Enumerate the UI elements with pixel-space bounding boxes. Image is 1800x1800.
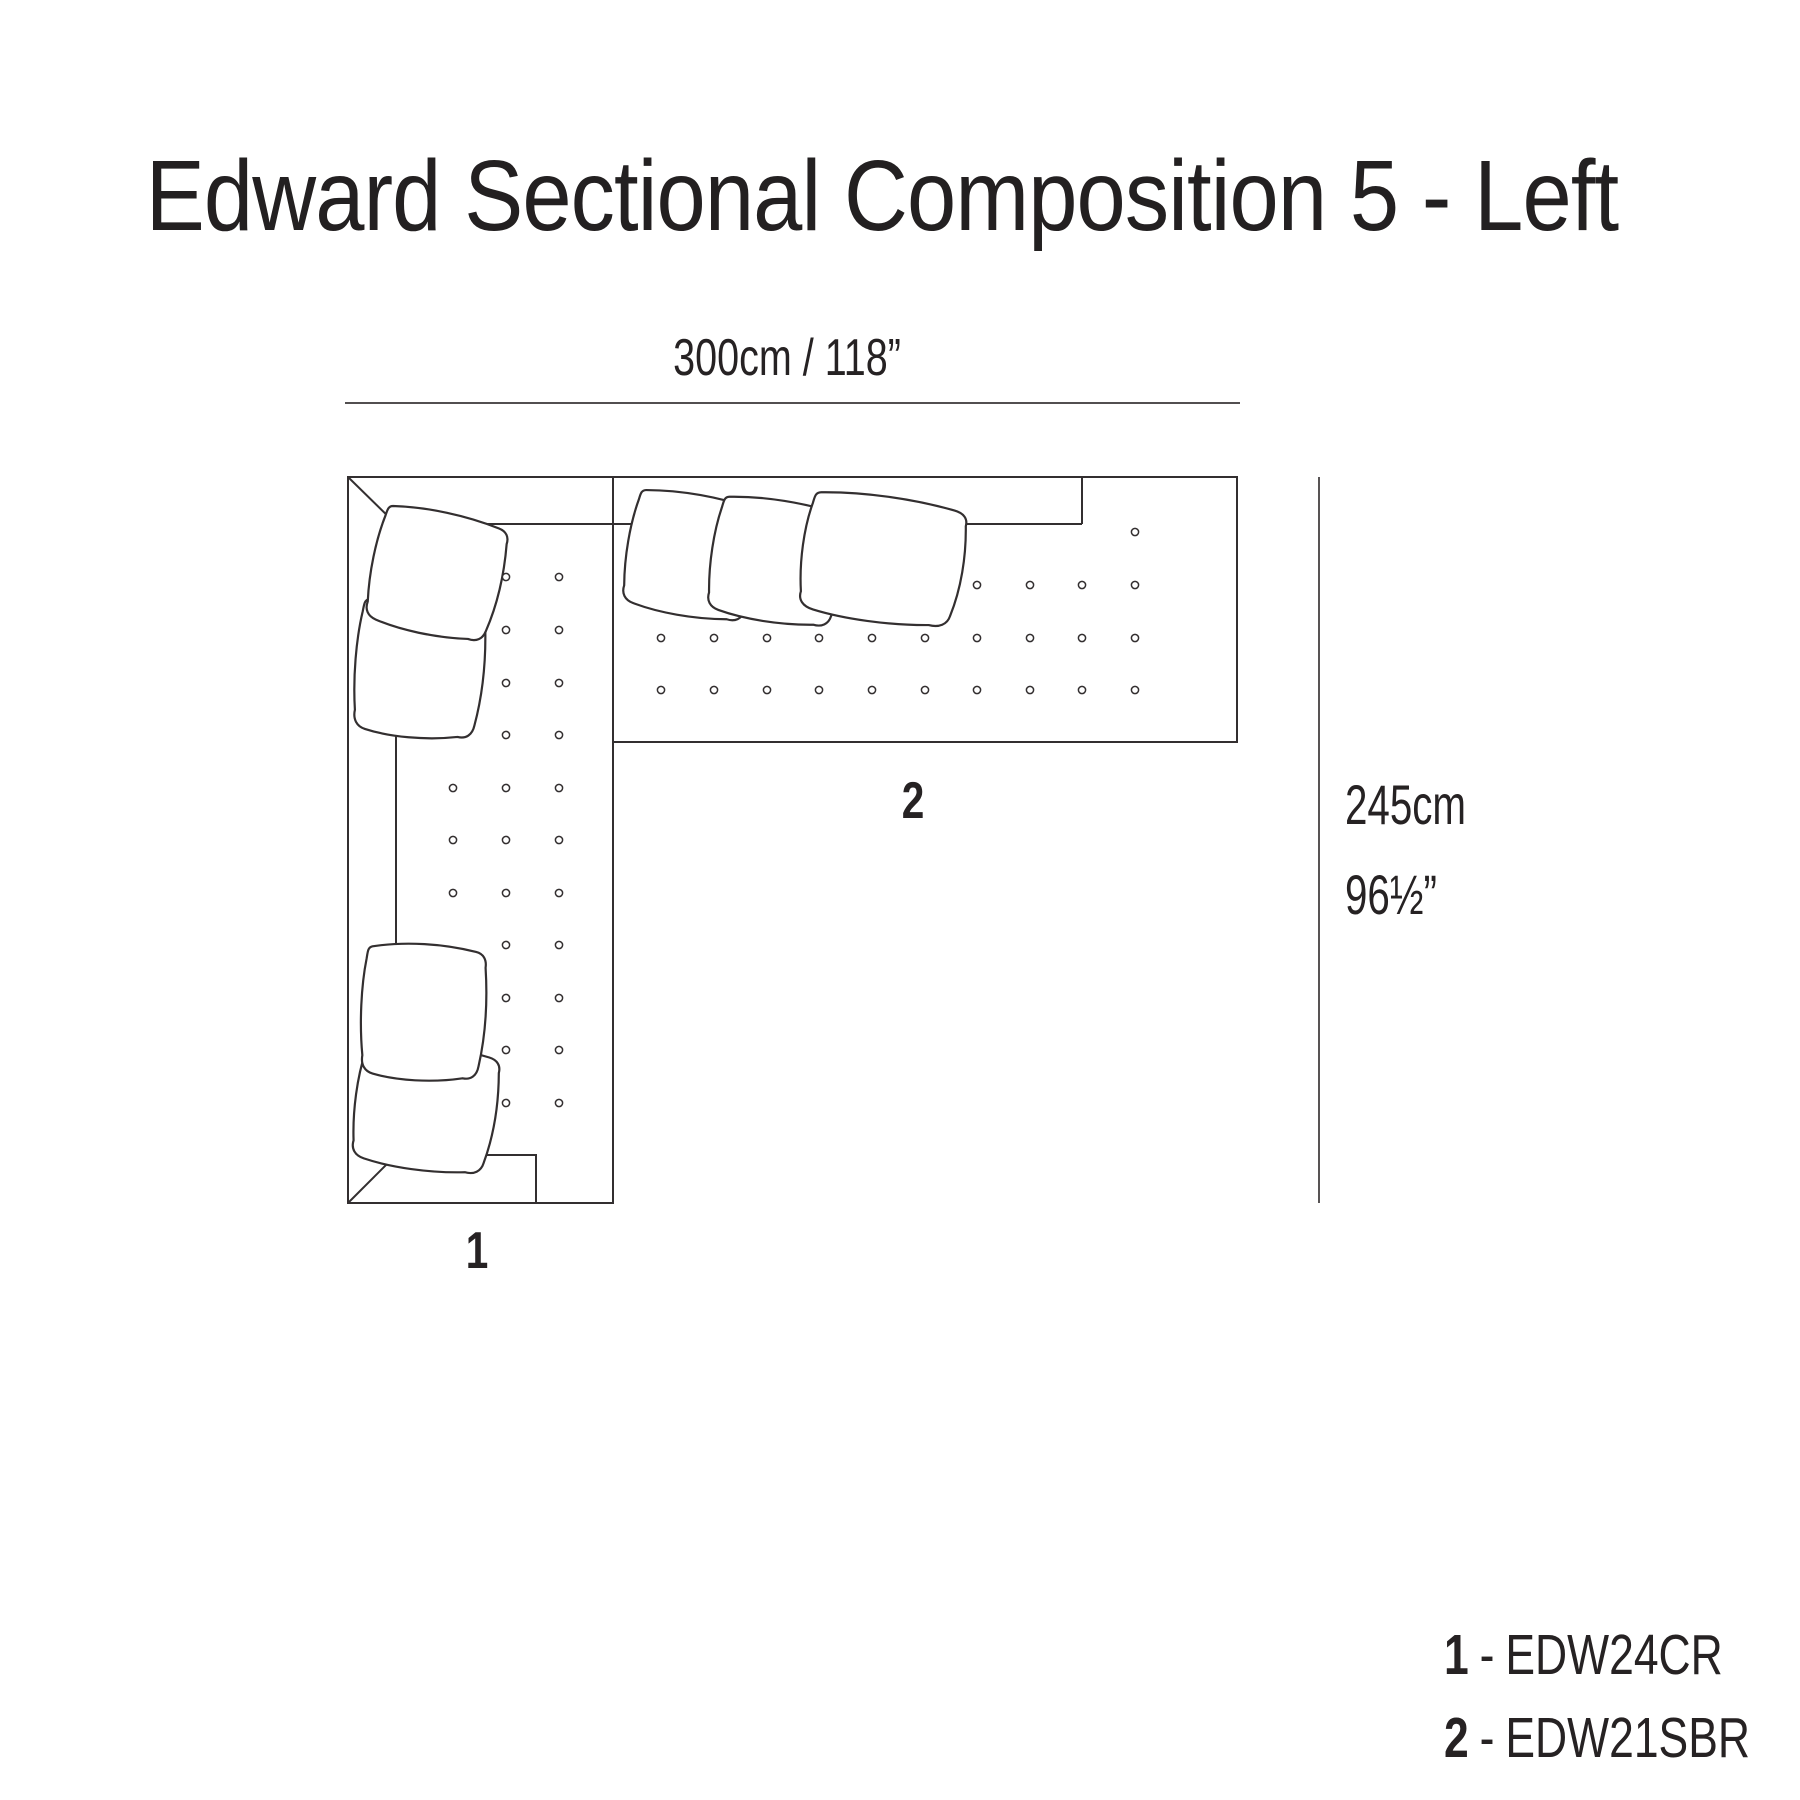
tufting-dot (555, 836, 562, 843)
tufting-dot (1026, 581, 1033, 588)
tufting-dot (502, 836, 509, 843)
tufting-dot (710, 686, 717, 693)
tufting-dot (555, 784, 562, 791)
legend-row (1444, 1705, 1750, 1771)
tufting-dot (1131, 528, 1138, 535)
tufting-dot (502, 573, 509, 580)
tufting-dot (555, 573, 562, 580)
tufting-dot (657, 686, 664, 693)
tufting-dot (1078, 581, 1085, 588)
tufting-dot (868, 634, 875, 641)
tufting-dot (921, 634, 928, 641)
tufting-dot (555, 889, 562, 896)
tufting-dot (502, 1046, 509, 1053)
tufting-dot (502, 1099, 509, 1106)
tufting-dot (449, 889, 456, 896)
tufting-dot (763, 634, 770, 641)
tufting-dot (555, 994, 562, 1001)
tufting-dot (921, 686, 928, 693)
legend-item-number: 1 (1444, 1623, 1469, 1687)
piece1-number-label: 1 (465, 1222, 489, 1280)
tufting-dot (502, 731, 509, 738)
tufting-dot (815, 686, 822, 693)
tufting-dot (502, 941, 509, 948)
tufting-dot (502, 679, 509, 686)
tufting-dot (449, 784, 456, 791)
tufting-dot (973, 634, 980, 641)
tufting-dot (555, 1046, 562, 1053)
tufting-dot (1131, 686, 1138, 693)
tufting-dot (502, 994, 509, 1001)
tufting-dot (555, 731, 562, 738)
tufting-dot (973, 581, 980, 588)
tufting-dot (449, 836, 456, 843)
pillows (348, 485, 971, 1179)
tufting-dot (1026, 686, 1033, 693)
tufting-dot (1026, 634, 1033, 641)
height-dimension-label-cm: 245cm (1345, 773, 1467, 836)
tufting-dot (710, 634, 717, 641)
legend-separator: - (1479, 1623, 1495, 1687)
height-dimension-label-inches: 96½” (1345, 863, 1437, 926)
tufting-dot (502, 889, 509, 896)
tufting-dot (868, 686, 875, 693)
tufting-dot (555, 626, 562, 633)
legend-item-code: EDW24CR (1505, 1623, 1723, 1687)
pillow (359, 942, 488, 1083)
width-dimension-label: 300cm / 118” (673, 329, 901, 387)
tufting-dot (555, 941, 562, 948)
tufting-dot (502, 784, 509, 791)
tufting-dot (1131, 634, 1138, 641)
tufting-dot (973, 686, 980, 693)
page-title: Edward Sectional Composition 5 - Left (145, 140, 1619, 252)
tufting-dot (763, 686, 770, 693)
pillow (795, 487, 971, 632)
legend-separator: - (1479, 1706, 1495, 1770)
tufting-dot (502, 626, 509, 633)
legend-item-code: EDW21SBR (1505, 1706, 1750, 1770)
tufting-dot (815, 634, 822, 641)
piece2-number-label: 2 (901, 772, 925, 830)
tufting-dot (657, 634, 664, 641)
tufting-dot (1078, 686, 1085, 693)
tufting-dot (1078, 634, 1085, 641)
tufting-dot (555, 1099, 562, 1106)
legend-item-number: 2 (1444, 1706, 1469, 1770)
tufting-dot (555, 679, 562, 686)
legend-row (1444, 1622, 1723, 1688)
tufting-dot (1131, 581, 1138, 588)
